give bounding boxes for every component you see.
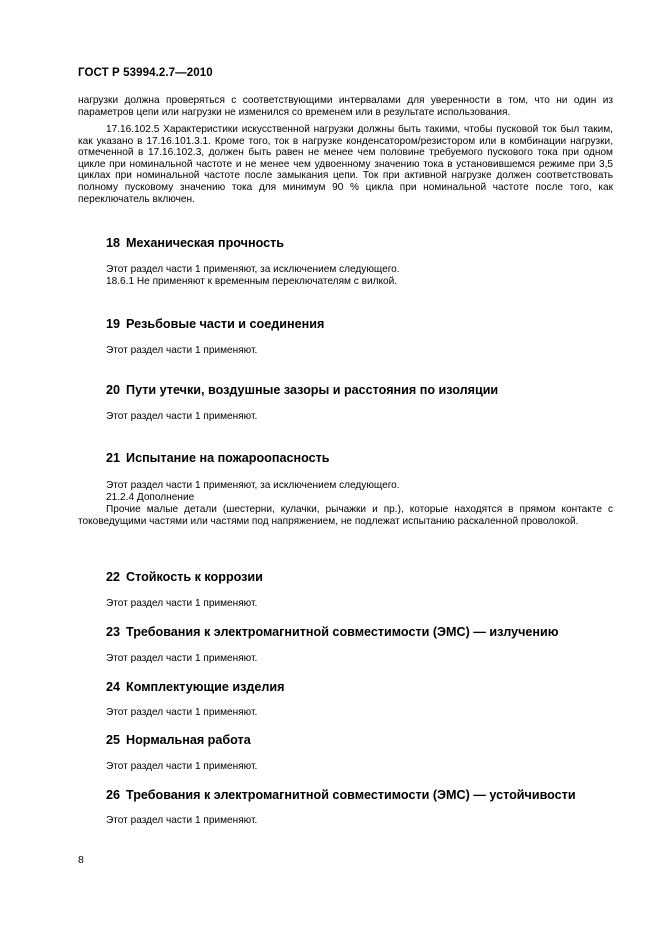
section-heading-23 bbox=[106, 625, 558, 639]
section-title: Стойкость к коррозии bbox=[126, 570, 263, 584]
section-number: 25 bbox=[106, 733, 121, 747]
section-number: 23 bbox=[106, 625, 121, 639]
section-text: 21.2.4 Дополнение bbox=[106, 492, 195, 503]
section-text: Этот раздел части 1 применяют. bbox=[106, 815, 258, 826]
section-title: Нормальная работа bbox=[126, 733, 251, 747]
section-title: Требования к электромагнитной совместимости (ЭМС) — устойчивости bbox=[126, 788, 576, 802]
section-text: Этот раздел части 1 применяют. bbox=[106, 707, 258, 718]
section-text: Этот раздел части 1 применяют. bbox=[106, 598, 258, 609]
section-paragraph: Прочие малые детали (шестерни, кулачки, рычажки и пр.), которые находятся в прямом контакте с токоведущими частями или частями под напряжением, не подлежат испытанию раскаленной проволокой. bbox=[78, 504, 613, 527]
section-number: 24 bbox=[106, 680, 121, 694]
section-heading-18 bbox=[106, 236, 284, 250]
section-number: 18 bbox=[106, 236, 121, 250]
section-number: 22 bbox=[106, 570, 121, 584]
section-text: Этот раздел части 1 применяют, за исключением следующего. bbox=[106, 264, 400, 275]
section-title: Испытание на пожароопасность bbox=[126, 451, 330, 465]
section-number: 21 bbox=[106, 451, 121, 465]
section-heading-19 bbox=[106, 317, 324, 331]
continuation-paragraph: нагрузки должна проверяться с соответствующими интервалами для уверенности в том, что ни один из параметров цепи или нагрузки не изменился со временем или в результате использования. bbox=[78, 95, 613, 118]
section-text: Этот раздел части 1 применяют. bbox=[106, 345, 258, 356]
section-number: 19 bbox=[106, 317, 121, 331]
page-number: 8 bbox=[78, 854, 84, 866]
section-title: Механическая прочность bbox=[126, 236, 285, 250]
section-title: Комплектующие изделия bbox=[126, 680, 285, 694]
clause-17-16-102-5: 17.16.102.5 Характеристики искусственной нагрузки должны быть такими, чтобы пусковой ток был таким, как указано в 17.16.101.3.1. Кроме того, ток в нагрузке конденсатором/резистором или в комбинации нагрузки, отмеченной в 17.16.102.3, должен быть равен не менее чем половине требуемого пускового тока при одном цикле при номинальной частоте и не менее чем удвоенному значению тока в установившемся режиме при 3,5 циклах при номинальной частоте после замыкания цепи. Ток при активной нагрузке должен соответствовать полному пусковому значению тока для минимум 90 % цикла при номинальной частоте после того, как переключатель включен. bbox=[78, 124, 613, 205]
section-heading-21 bbox=[106, 451, 330, 465]
section-text: 18.6.1 Не применяют к временным переключателям с вилкой. bbox=[106, 276, 398, 287]
section-text: Этот раздел части 1 применяют, за исключением следующего. bbox=[106, 480, 400, 491]
section-text: Этот раздел части 1 применяют. bbox=[106, 761, 258, 772]
section-heading-25 bbox=[106, 733, 251, 747]
section-text: Этот раздел части 1 применяют. bbox=[106, 653, 258, 664]
section-heading-24 bbox=[106, 680, 285, 694]
section-title: Пути утечки, воздушные зазоры и расстояния по изоляции bbox=[126, 383, 499, 397]
section-heading-26 bbox=[106, 788, 576, 802]
section-text: Этот раздел части 1 применяют. bbox=[106, 411, 258, 422]
document-header: ГОСТ Р 53994.2.7—2010 bbox=[78, 67, 213, 79]
section-number: 26 bbox=[106, 788, 121, 802]
section-title: Требования к электромагнитной совместимости (ЭМС) — излучению bbox=[126, 625, 559, 639]
section-title: Резьбовые части и соединения bbox=[126, 317, 325, 331]
section-heading-20 bbox=[106, 383, 498, 397]
section-number: 20 bbox=[106, 383, 121, 397]
section-heading-22 bbox=[106, 570, 263, 584]
